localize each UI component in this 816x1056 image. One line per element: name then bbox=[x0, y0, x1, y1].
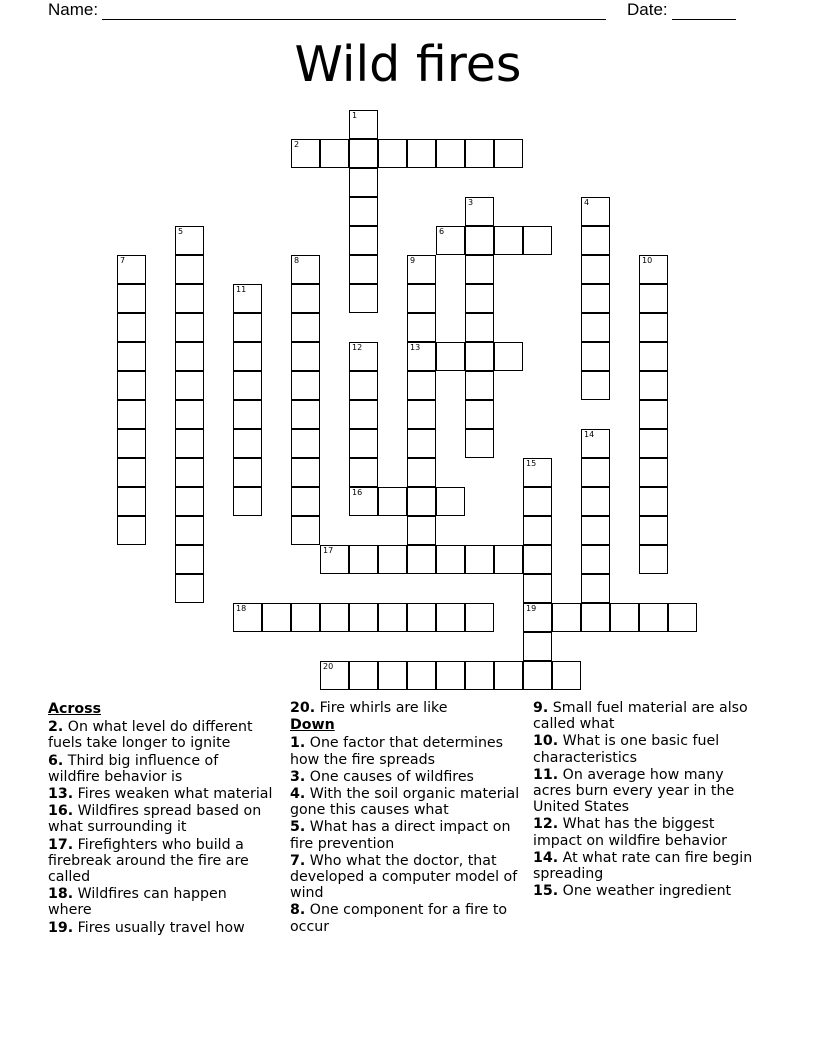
clue-text: Who what the doctor, that developed a computer model of wind bbox=[290, 852, 518, 902]
clue-column-3 bbox=[533, 700, 763, 900]
grid-cell[interactable] bbox=[639, 545, 668, 574]
grid-cell[interactable] bbox=[407, 429, 436, 458]
grid-cell[interactable] bbox=[639, 603, 668, 632]
grid-cell[interactable] bbox=[349, 226, 378, 255]
clue-text: One causes of wildfires bbox=[305, 768, 474, 785]
grid-cell[interactable] bbox=[291, 429, 320, 458]
grid-cell[interactable] bbox=[639, 400, 668, 429]
clue-number-label: 13. bbox=[48, 786, 74, 803]
clue-number-label: 17. bbox=[48, 836, 74, 853]
grid-cell[interactable] bbox=[175, 487, 204, 516]
grid-cell[interactable] bbox=[523, 545, 552, 574]
grid-cell[interactable] bbox=[581, 545, 610, 574]
grid-cell[interactable] bbox=[523, 226, 552, 255]
grid-cell[interactable] bbox=[465, 313, 494, 342]
grid-cell[interactable] bbox=[320, 545, 349, 574]
grid-cell[interactable] bbox=[349, 458, 378, 487]
grid-cell[interactable] bbox=[552, 661, 581, 690]
grid-cell[interactable] bbox=[581, 226, 610, 255]
clue-number: 11 bbox=[236, 285, 247, 294]
date-label: Date: bbox=[627, 0, 668, 19]
grid-cell[interactable] bbox=[378, 661, 407, 690]
grid-cell[interactable] bbox=[291, 516, 320, 545]
clue-text: One weather ingredient bbox=[558, 883, 732, 900]
grid-cell[interactable] bbox=[581, 603, 610, 632]
grid-cell[interactable] bbox=[320, 661, 349, 690]
grid-cell[interactable] bbox=[291, 400, 320, 429]
clue-number: 10 bbox=[642, 256, 653, 265]
grid-cell[interactable] bbox=[523, 661, 552, 690]
clue-number-label: 14. bbox=[533, 849, 559, 866]
grid-cell[interactable] bbox=[407, 342, 436, 371]
grid-cell[interactable] bbox=[465, 661, 494, 690]
down-clue bbox=[290, 819, 528, 851]
clue-number-label: 8. bbox=[290, 902, 306, 919]
grid-cell[interactable] bbox=[407, 545, 436, 574]
grid-cell[interactable] bbox=[407, 661, 436, 690]
down-clue bbox=[533, 733, 763, 765]
grid-cell[interactable] bbox=[233, 313, 262, 342]
grid-cell[interactable] bbox=[349, 168, 378, 197]
grid-cell[interactable] bbox=[465, 197, 494, 226]
name-label: Name: bbox=[48, 0, 99, 19]
grid-cell[interactable] bbox=[465, 429, 494, 458]
grid-cell[interactable] bbox=[639, 313, 668, 342]
grid-cell[interactable] bbox=[233, 603, 262, 632]
grid-cell[interactable] bbox=[581, 255, 610, 284]
clue-text: What has a direct impact on fire prevention bbox=[290, 819, 511, 852]
grid-cell[interactable] bbox=[639, 284, 668, 313]
clue-number-label: 11. bbox=[533, 766, 559, 783]
grid-cell[interactable] bbox=[581, 429, 610, 458]
grid-cell[interactable] bbox=[436, 342, 465, 371]
grid-cell[interactable] bbox=[581, 487, 610, 516]
grid-cell[interactable] bbox=[175, 226, 204, 255]
across-clue bbox=[48, 920, 274, 936]
grid-cell[interactable] bbox=[175, 371, 204, 400]
grid-cell[interactable] bbox=[523, 458, 552, 487]
down-clue-list-continued bbox=[533, 700, 763, 899]
down-clue bbox=[290, 735, 528, 767]
grid-cell[interactable] bbox=[117, 487, 146, 516]
grid-cell[interactable] bbox=[465, 284, 494, 313]
grid-cell[interactable] bbox=[320, 603, 349, 632]
grid-cell[interactable] bbox=[291, 342, 320, 371]
grid-cell[interactable] bbox=[349, 255, 378, 284]
grid-cell[interactable] bbox=[117, 458, 146, 487]
grid-cell[interactable] bbox=[436, 661, 465, 690]
down-heading: Down bbox=[290, 717, 335, 734]
grid-cell[interactable] bbox=[175, 255, 204, 284]
grid-cell[interactable] bbox=[581, 574, 610, 603]
clue-text: Fires weaken what material bbox=[73, 786, 273, 803]
down-clue bbox=[290, 769, 528, 785]
down-clue bbox=[290, 786, 528, 818]
grid-cell[interactable] bbox=[523, 603, 552, 632]
across-clue bbox=[48, 753, 274, 785]
grid-cell[interactable] bbox=[465, 139, 494, 168]
clue-number: 18 bbox=[236, 604, 247, 613]
grid-cell[interactable] bbox=[523, 487, 552, 516]
page-title: Wild fires bbox=[294, 36, 522, 93]
clue-number: 13 bbox=[410, 343, 421, 352]
grid-cell[interactable] bbox=[407, 371, 436, 400]
clue-text: At what rate can fire begin spreading bbox=[533, 849, 753, 883]
grid-cell[interactable] bbox=[291, 255, 320, 284]
clue-number-label: 16. bbox=[48, 803, 74, 820]
clue-number-label: 12. bbox=[533, 816, 559, 833]
grid-cell[interactable] bbox=[117, 284, 146, 313]
across-clue bbox=[48, 786, 274, 802]
grid-cell[interactable] bbox=[639, 487, 668, 516]
clue-text: Fires usually travel how bbox=[73, 919, 245, 936]
grid-cell[interactable] bbox=[465, 226, 494, 255]
grid-cell[interactable] bbox=[407, 516, 436, 545]
grid-cell[interactable] bbox=[581, 342, 610, 371]
grid-cell[interactable] bbox=[233, 371, 262, 400]
clue-number: 19 bbox=[526, 604, 537, 613]
grid-cell[interactable] bbox=[349, 603, 378, 632]
clue-number: 8 bbox=[294, 256, 300, 265]
clue-number-label: 15. bbox=[533, 883, 559, 900]
down-clue bbox=[533, 850, 763, 882]
grid-cell[interactable] bbox=[378, 545, 407, 574]
grid-cell[interactable] bbox=[349, 661, 378, 690]
clue-text: Wildfires spread based on what surrounding it bbox=[48, 803, 262, 836]
across-clue bbox=[48, 886, 274, 918]
grid-cell[interactable] bbox=[175, 574, 204, 603]
grid-cell[interactable] bbox=[262, 603, 291, 632]
clue-column-1 bbox=[48, 700, 274, 937]
clue-number-label: 2. bbox=[48, 719, 64, 736]
clue-number: 7 bbox=[120, 256, 126, 265]
grid-cell[interactable] bbox=[494, 545, 523, 574]
clue-text: What is one basic fuel characteristics bbox=[533, 733, 720, 766]
grid-cell[interactable] bbox=[175, 429, 204, 458]
across-clue-list bbox=[48, 719, 274, 936]
grid-cell[interactable] bbox=[349, 400, 378, 429]
grid-cell[interactable] bbox=[581, 197, 610, 226]
grid-cell[interactable] bbox=[494, 661, 523, 690]
clue-text: With the soil organic material gone this causes what bbox=[290, 786, 520, 819]
clue-text: Firefighters who build a firebreak around the fire are called bbox=[48, 836, 249, 886]
down-clue bbox=[533, 767, 763, 816]
grid-cell[interactable] bbox=[175, 458, 204, 487]
clue-number-label: 18. bbox=[48, 886, 74, 903]
grid-cell[interactable] bbox=[291, 487, 320, 516]
grid-cell[interactable] bbox=[175, 516, 204, 545]
clue-number-label: 1. bbox=[290, 735, 306, 752]
grid-cell[interactable] bbox=[581, 516, 610, 545]
grid-cell[interactable] bbox=[407, 458, 436, 487]
clue-number-label: 9. bbox=[533, 700, 549, 716]
grid-cell[interactable] bbox=[378, 487, 407, 516]
grid-cell[interactable] bbox=[552, 603, 581, 632]
grid-cell[interactable] bbox=[175, 400, 204, 429]
grid-cell[interactable] bbox=[349, 110, 378, 139]
grid-cell[interactable] bbox=[349, 139, 378, 168]
grid-cell[interactable] bbox=[233, 458, 262, 487]
grid-cell[interactable] bbox=[494, 226, 523, 255]
clue-number-label: 7. bbox=[290, 852, 306, 869]
down-clue bbox=[290, 902, 528, 934]
down-clue-list bbox=[290, 735, 528, 934]
grid-cell[interactable] bbox=[436, 487, 465, 516]
grid-cell[interactable] bbox=[581, 284, 610, 313]
grid-cell[interactable] bbox=[291, 139, 320, 168]
grid-cell[interactable] bbox=[465, 342, 494, 371]
grid-cell[interactable] bbox=[117, 371, 146, 400]
clue-text: Small fuel material are also called what bbox=[533, 700, 748, 733]
grid-cell[interactable] bbox=[349, 429, 378, 458]
down-clue bbox=[290, 853, 528, 902]
clue-text: One factor that determines how the fire spreads bbox=[290, 735, 504, 768]
grid-cell[interactable] bbox=[407, 255, 436, 284]
grid-cell[interactable] bbox=[523, 632, 552, 661]
across-clue-list-continued bbox=[290, 700, 528, 716]
grid-cell[interactable] bbox=[233, 400, 262, 429]
grid-cell[interactable] bbox=[378, 603, 407, 632]
clue-text: Fire whirls are like bbox=[315, 700, 448, 716]
clue-number: 14 bbox=[584, 430, 595, 439]
clue-number: 15 bbox=[526, 459, 537, 468]
grid-cell[interactable] bbox=[639, 255, 668, 284]
grid-cell[interactable] bbox=[291, 313, 320, 342]
grid-cell[interactable] bbox=[349, 197, 378, 226]
clue-number: 3 bbox=[468, 198, 474, 207]
grid-cell[interactable] bbox=[523, 516, 552, 545]
clue-number-label: 3. bbox=[290, 768, 306, 785]
grid-cell[interactable] bbox=[407, 487, 436, 516]
grid-cell[interactable] bbox=[407, 284, 436, 313]
grid-cell[interactable] bbox=[494, 139, 523, 168]
grid-cell[interactable] bbox=[117, 255, 146, 284]
grid-cell[interactable] bbox=[349, 487, 378, 516]
grid-cell[interactable] bbox=[349, 342, 378, 371]
grid-cell[interactable] bbox=[233, 429, 262, 458]
clue-text: Wildfires can happen where bbox=[48, 886, 227, 919]
grid-cell[interactable] bbox=[349, 284, 378, 313]
grid-cell[interactable] bbox=[465, 545, 494, 574]
clue-number-label: 19. bbox=[48, 919, 74, 936]
across-clue bbox=[48, 719, 274, 751]
grid-cell[interactable] bbox=[175, 342, 204, 371]
grid-cell[interactable] bbox=[233, 284, 262, 313]
down-clue bbox=[533, 816, 763, 848]
grid-cell[interactable] bbox=[117, 429, 146, 458]
grid-cell[interactable] bbox=[465, 603, 494, 632]
grid-cell[interactable] bbox=[175, 284, 204, 313]
grid-cell[interactable] bbox=[465, 400, 494, 429]
down-clue bbox=[533, 700, 763, 732]
clue-text: One component for a fire to occur bbox=[290, 902, 508, 935]
grid-cell[interactable] bbox=[349, 545, 378, 574]
clue-text: On average how many acres burn every year in the United States bbox=[533, 766, 735, 816]
grid-cell[interactable] bbox=[378, 139, 407, 168]
grid-cell[interactable] bbox=[175, 545, 204, 574]
clue-number: 2 bbox=[294, 140, 300, 149]
grid-cell[interactable] bbox=[349, 371, 378, 400]
grid-cell[interactable] bbox=[436, 226, 465, 255]
grid-cell[interactable] bbox=[668, 603, 697, 632]
clue-number: 20 bbox=[323, 662, 334, 671]
across-heading: Across bbox=[48, 701, 102, 717]
grid-cell[interactable] bbox=[291, 284, 320, 313]
grid-cell[interactable] bbox=[436, 545, 465, 574]
grid-cell[interactable] bbox=[407, 603, 436, 632]
grid-cell[interactable] bbox=[320, 139, 349, 168]
clue-number-label: 20. bbox=[290, 700, 316, 716]
grid-cell[interactable] bbox=[291, 603, 320, 632]
clue-text: On what level do different fuels take longer to ignite bbox=[48, 719, 253, 752]
clue-number: 6 bbox=[439, 227, 445, 236]
grid-cell[interactable] bbox=[581, 458, 610, 487]
clue-number: 9 bbox=[410, 256, 416, 265]
grid-cell[interactable] bbox=[117, 516, 146, 545]
grid-cell[interactable] bbox=[639, 429, 668, 458]
clue-text: What has the biggest impact on wildfire behavior bbox=[533, 816, 727, 849]
clue-number: 17 bbox=[323, 546, 334, 555]
grid-cell[interactable] bbox=[175, 313, 204, 342]
grid-cell[interactable] bbox=[639, 516, 668, 545]
grid-cell[interactable] bbox=[581, 313, 610, 342]
grid-cell[interactable] bbox=[639, 371, 668, 400]
clue-number-label: 5. bbox=[290, 819, 306, 836]
grid-cell[interactable] bbox=[610, 603, 639, 632]
grid-cell[interactable] bbox=[117, 400, 146, 429]
grid-cell[interactable] bbox=[117, 313, 146, 342]
clue-number: 4 bbox=[584, 198, 590, 207]
grid-cell[interactable] bbox=[117, 342, 146, 371]
clue-number: 1 bbox=[352, 111, 358, 120]
grid-cell[interactable] bbox=[436, 139, 465, 168]
grid-cell[interactable] bbox=[523, 574, 552, 603]
clue-number: 5 bbox=[178, 227, 184, 236]
grid-cell[interactable] bbox=[465, 371, 494, 400]
grid-cell[interactable] bbox=[465, 255, 494, 284]
grid-cell[interactable] bbox=[581, 371, 610, 400]
grid-cell[interactable] bbox=[407, 400, 436, 429]
clue-number-label: 6. bbox=[48, 752, 64, 769]
down-clue bbox=[533, 883, 763, 899]
grid-cell[interactable] bbox=[639, 458, 668, 487]
grid-cell[interactable] bbox=[639, 342, 668, 371]
clue-number-label: 10. bbox=[533, 733, 559, 750]
clue-text: Third big influence of wildfire behavior is bbox=[48, 752, 219, 785]
grid-cell[interactable] bbox=[291, 458, 320, 487]
clue-number: 16 bbox=[352, 488, 363, 497]
grid-cell[interactable] bbox=[233, 342, 262, 371]
grid-cell[interactable] bbox=[291, 371, 320, 400]
clue-column-2 bbox=[290, 700, 528, 936]
grid-cell[interactable] bbox=[407, 139, 436, 168]
grid-cell[interactable] bbox=[494, 342, 523, 371]
across-clue bbox=[48, 837, 274, 886]
clue-number: 12 bbox=[352, 343, 363, 352]
across-clue bbox=[48, 803, 274, 835]
grid-cell[interactable] bbox=[407, 313, 436, 342]
grid-cell[interactable] bbox=[233, 487, 262, 516]
grid-cell[interactable] bbox=[436, 603, 465, 632]
clue-number-label: 4. bbox=[290, 786, 306, 803]
across-clue bbox=[290, 700, 528, 716]
